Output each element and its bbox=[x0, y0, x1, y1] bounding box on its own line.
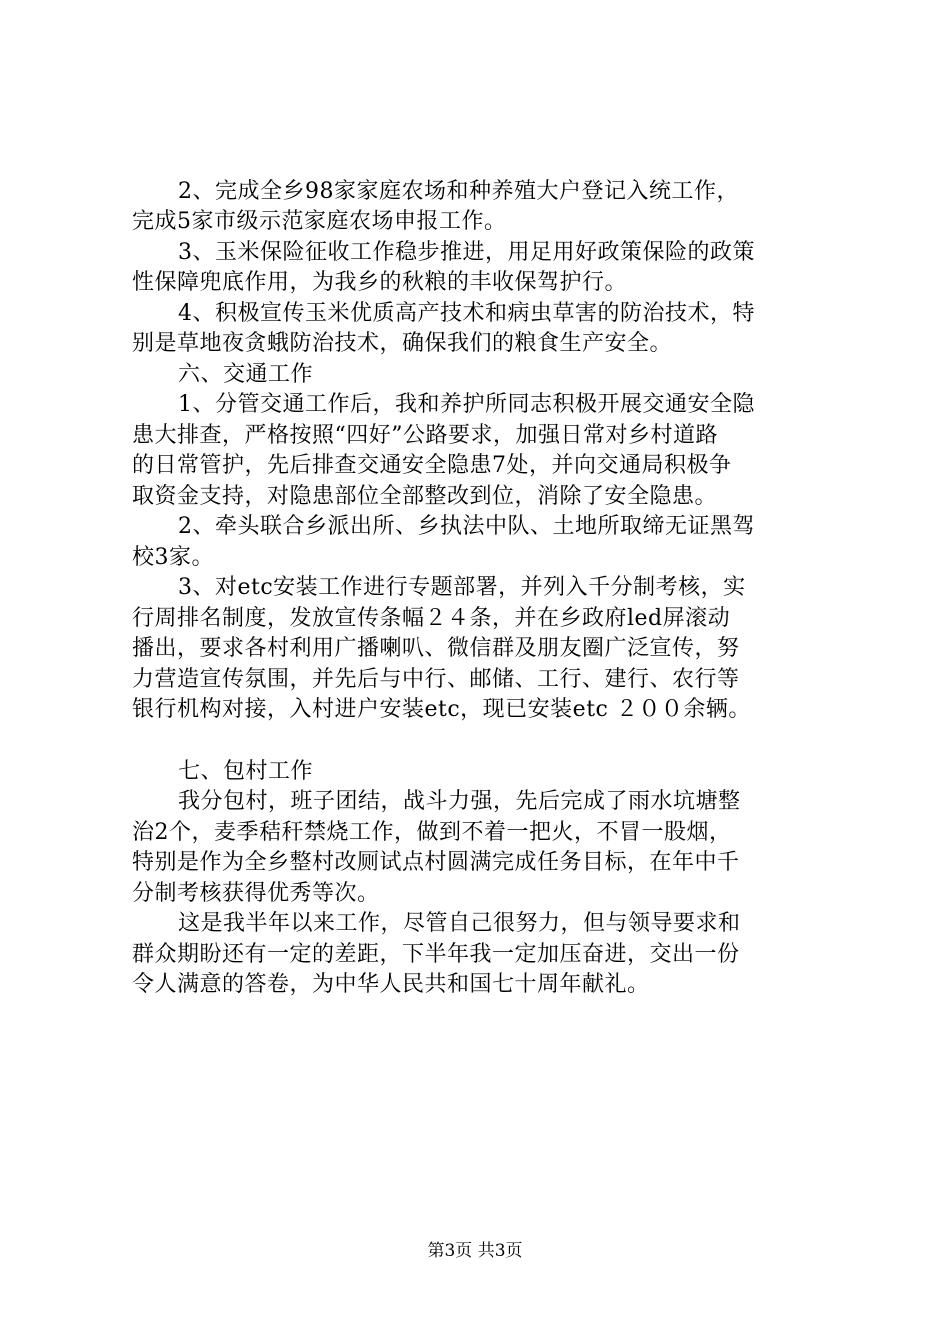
text-line: 4、积极宣传玉米优质高产技术和病虫草害的防治技术，特 bbox=[178, 301, 755, 326]
text-line: 别是草地夜贪蛾防治技术，确保我们的粮食生产安全。 bbox=[132, 331, 673, 356]
text-line: 分制考核获得优秀等次。 bbox=[132, 881, 380, 906]
text-line: 令人满意的答卷，为中华人民共和国七十周年献礼。 bbox=[132, 972, 650, 997]
text-line: 取资金支持，对隐患部位全部整改到位，消除了安全隐患。 bbox=[132, 484, 718, 509]
text-line: 2、牵头联合乡派出所、乡执法中队、土地所取缔无证黑驾 bbox=[178, 514, 755, 539]
section-heading: 七、包村工作 bbox=[178, 759, 314, 784]
text-line: 力营造宣传氛围，并先后与中行、邮储、工行、建行、农行等 bbox=[132, 667, 740, 692]
text-line: 性保障兜底作用，为我乡的秋粮的丰收保驾护行。 bbox=[132, 270, 628, 295]
text-line: 群众期盼还有一定的差距，下半年我一定加压奋进，交出一份 bbox=[132, 942, 740, 967]
text-line: 校3家。 bbox=[132, 545, 214, 570]
text-line: 银行机构对接，入村进户安装etc，现已安装etc ２００余辆。 bbox=[132, 697, 751, 722]
page-number: 第3页 共3页 bbox=[427, 1241, 523, 1261]
text-line: 这是我半年以来工作，尽管自己很努力，但与领导要求和 bbox=[178, 911, 741, 936]
text-line: 2、完成全乡98家家庭农场和种养殖大户登记入统工作， bbox=[178, 179, 739, 204]
text-line: 治2个，麦季秸秆禁烧工作，做到不着一把火，不冒一股烟， bbox=[132, 820, 732, 845]
section-heading: 六、交通工作 bbox=[178, 362, 314, 387]
text-line: 完成5家市级示范家庭农场申报工作。 bbox=[132, 209, 507, 234]
text-line: 特别是作为全乡整村改厕试点村圆满完成任务目标，在年中千 bbox=[132, 850, 740, 875]
text-line: 1、分管交通工作后，我和养护所同志积极开展交通安全隐 bbox=[178, 392, 755, 417]
text-line: 我分包村，班子团结，战斗力强，先后完成了雨水坑塘整 bbox=[178, 789, 741, 814]
page-footer bbox=[0, 1239, 950, 1263]
text-line: 播出，要求各村利用广播喇叭、微信群及朋友圈广泛宣传，努 bbox=[132, 636, 740, 661]
text-line: 行周排名制度，发放宣传条幅２４条，并在乡政府led屏滚动 bbox=[132, 606, 731, 631]
text-line: 的日常管护，先后排查交通安全隐患7处，并向交通局积极争 bbox=[132, 453, 732, 478]
text-line: 3、对etc安装工作进行专题部署，并列入千分制考核，实 bbox=[178, 575, 746, 600]
text-line: 患大排查，严格按照“四好”公路要求，加强日常对乡村道路 bbox=[132, 423, 718, 448]
text-line: 3、玉米保险征收工作稳步推进，用足用好政策保险的政策 bbox=[178, 240, 755, 265]
